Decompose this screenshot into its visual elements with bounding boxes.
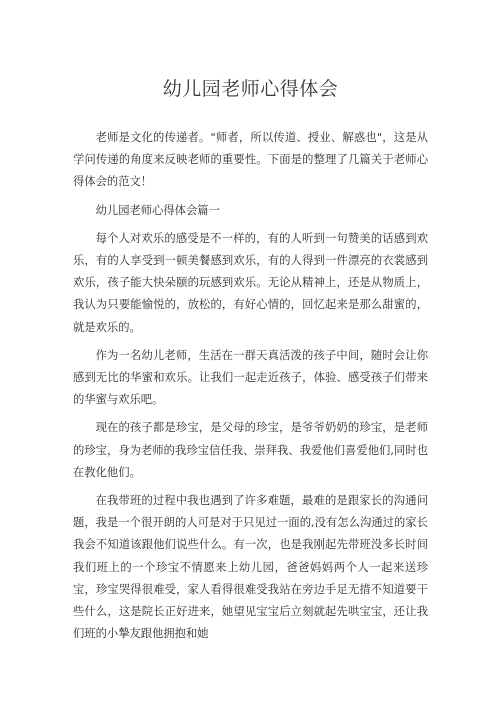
document-title: 幼儿园老师心得体会 xyxy=(162,78,339,100)
body-paragraph: 在我带班的过程中我也遇到了许多难题，最难的是跟家长的沟通问题，我是一个很开朗的人可是对于只见过一面的,没有怎么沟通过的家长我会不知道该跟他们说些什么。有一次，也是我刚起先带班没多长时间我们班上的一个珍宝不情愿来上幼儿园，爸爸妈妈两个人一起来送珍宝，珍宝哭得很难受，家人看得很难受我站在旁边手足无措不知道要干些什么，这是院长正好进来，她望见宝宝后立刻就起先哄宝宝，还让我们班的小摯友跟他拥抱和她 xyxy=(73,494,428,641)
body-paragraph: 现在的孩子都是珍宝，是父母的珍宝，是爷爷奶奶的珍宝，是老师的珍宝，身为老师的我珍宝信任我、崇拜我、我爱他们喜爱他们,同时也在教化他们。 xyxy=(73,421,428,479)
body-paragraph: 作为一名幼儿老师，生活在一群天真活泼的孩子中间，随时会让你感到无比的华蜜和欢乐。让我们一起走近孩子，体验、感受孩子们带来的华蜜与欢乐吧。 xyxy=(73,348,428,407)
body-paragraph: 每个人对欢乐的感受是不一样的，有的人听到一句赞美的话感到欢乐，有的人享受到一顿美餐感到欢乐，有的人得到一件漂亮的衣裳感到欢乐，孩子能大快朵颐的玩感到欢乐。无论从精神上，还是从物质上，我认为只要能愉悦的，放松的，有好心情的，回忆起来是那么甜蜜的，就是欢乐的。 xyxy=(73,231,428,334)
intro-paragraph: 老师是文化的传递者。"师者，所以传道、授业、解惑也"，这是从学问传递的角度来反映老师的重要性。下面是的整理了几篇关于老师心得体会的范文！ xyxy=(73,131,428,189)
section-heading: 幼儿园老师心得体会篇一 xyxy=(95,203,220,217)
